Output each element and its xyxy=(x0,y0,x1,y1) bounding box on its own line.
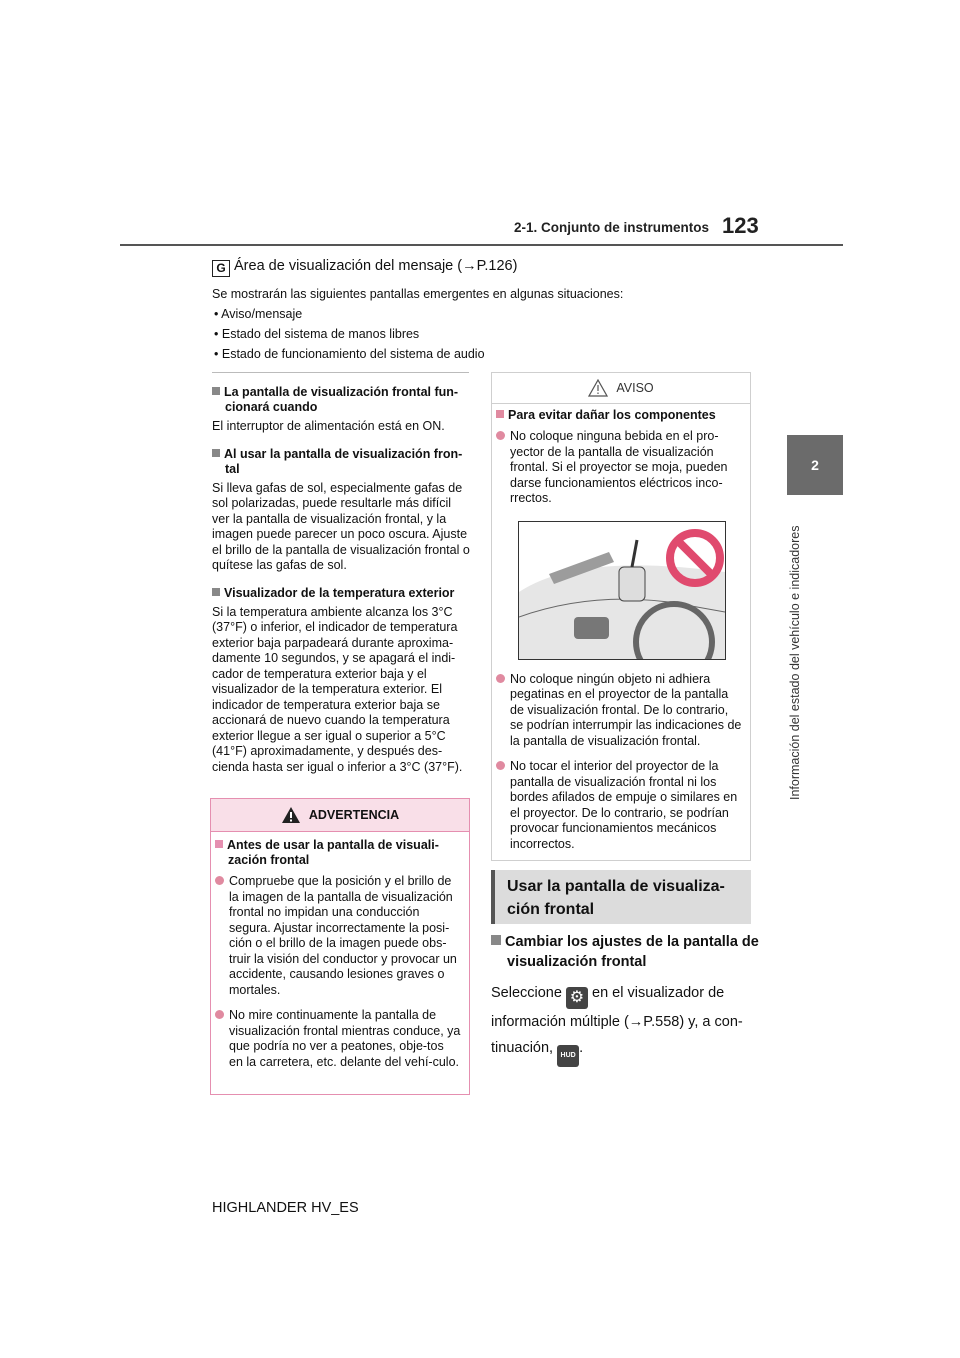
illustration-cup-on-projector xyxy=(518,521,726,660)
paragraph: Si la temperatura ambiente alcanza los 3°C (37°F) o inferior, el indicador de temperatura exterior baja parpadeará durante aproxima-damente 10 segundos, y se apagará el indi-cador de temperatura exterior baja y el visualizador de la temperatura exterior. El indicador de temperatura exterior baja se accionará de nuevo cuando la temperatura exterior llegue a ser igual o superior a 5°C (41°F) aproximadamente, y después des-cienda hasta ser igual o inferior a 3°C (37°F). xyxy=(212,604,463,774)
square-bullet-icon xyxy=(215,840,223,848)
square-bullet-icon xyxy=(496,410,504,418)
list-item: • Estado de funcionamiento del sistema de audio xyxy=(214,347,485,361)
list-item: Compruebe que la posición y el brillo de la imagen de la pantalla de visualización frontal no impidan una conducción segura. Ajustar incorrectamente la posi-ción o el brillo de la imagen puede obs-truir la visión del conductor y provocar un accidente, causando lesiones graves o mortales. xyxy=(215,874,461,998)
left-column xyxy=(212,385,470,775)
section-heading: Usar la pantalla de visualiza-ción frontal xyxy=(491,870,751,924)
subheading: Visualizador de la temperatura exterior xyxy=(212,586,470,601)
intro-lead: Se mostrarán las siguientes pantallas emergentes en algunas situaciones: xyxy=(212,287,624,301)
paragraph: El interruptor de alimentación está en ON. xyxy=(212,419,445,433)
square-bullet-icon xyxy=(212,449,220,457)
notice-header: AVISO xyxy=(492,373,750,404)
square-bullet-icon xyxy=(491,935,501,945)
gear-icon: ⚙ xyxy=(566,987,588,1009)
g-key-box: G xyxy=(212,260,230,277)
list-item: • Aviso/mensaje xyxy=(214,307,303,321)
hud-icon: HUD xyxy=(557,1045,579,1067)
g-item-line xyxy=(212,258,517,277)
footer-model: HIGHLANDER HV_ES xyxy=(212,1200,359,1216)
bullet-dot-icon xyxy=(496,431,505,440)
column-divider xyxy=(212,372,469,373)
warning-header: ADVERTENCIA xyxy=(211,799,469,832)
subheading: Antes de usar la pantalla de visuali-zación frontal xyxy=(215,838,461,868)
header-divider xyxy=(120,244,843,246)
square-bullet-icon xyxy=(212,588,220,596)
caution-triangle-icon xyxy=(588,379,608,397)
list-item: No coloque ningún objeto ni adhiera pegatinas en el proyector de la pantalla de visualización frontal. De lo contrario, se podrían interrumpir las indicaciones de la pantalla de visualización frontal. xyxy=(496,672,742,750)
bullet-dot-icon xyxy=(496,674,505,683)
bullet-dot-icon xyxy=(215,876,224,885)
warning-triangle-icon xyxy=(281,806,301,824)
list-item: No tocar el interior del proyector de la pantalla de visualización frontal ni los bordes afilados de empuje o similares en el proyector. De lo contrario, se podrían provocar funcionamientos mecánicos incorrectos. xyxy=(496,759,742,852)
bullet-dot-icon xyxy=(496,761,505,770)
g-item-text: Área de visualización del mensaje (→P.126) xyxy=(234,258,518,274)
warning-box xyxy=(210,798,470,1095)
paragraph: Si lleva gafas de sol, especialmente gafas de sol polarizadas, puede resultarle más difícil ver la pantalla de visualización frontal, y la imagen puede parecer un poco oscura. Ajuste el brillo de la pantalla de visualización frontal o quítese las gafas de sol. xyxy=(212,480,470,572)
bullet-dot-icon xyxy=(215,1010,224,1019)
chapter-side-label: Información del estado del vehículo e indicadores xyxy=(788,525,802,800)
page-number: 123 xyxy=(722,213,759,238)
subheading: Cambiar los ajustes de la pantalla de visualización frontal xyxy=(491,932,769,972)
square-bullet-icon xyxy=(212,387,220,395)
list-item: No mire continuamente la pantalla de visualización frontal mientras conduce, ya que podría no ver a peatones, obje-tos en la carretera, etc. delante del vehí-culo. xyxy=(215,1008,461,1070)
section-title: 2-1. Conjunto de instrumentos xyxy=(514,220,710,235)
list-item: No coloque ninguna bebida en el pro-yector de la pantalla de visualización frontal. Si el proyector se moja, pueden darse funcionamientos eléctricos inco-rrectos. xyxy=(496,429,742,507)
list-item: • Estado del sistema de manos libres xyxy=(214,327,420,341)
subheading: Al usar la pantalla de visualización fron-tal xyxy=(212,447,470,477)
subheading: La pantalla de visualización frontal fun-cionará cuando xyxy=(212,385,470,415)
chapter-tab: 2 xyxy=(787,435,843,495)
subheading: Para evitar dañar los componentes xyxy=(496,408,742,423)
notice-box xyxy=(491,372,751,861)
instruction-paragraph: Seleccione ⚙ en el visualizador de información múltiple (→P.558) y, a con-tinuación, HUD . xyxy=(491,980,753,1067)
